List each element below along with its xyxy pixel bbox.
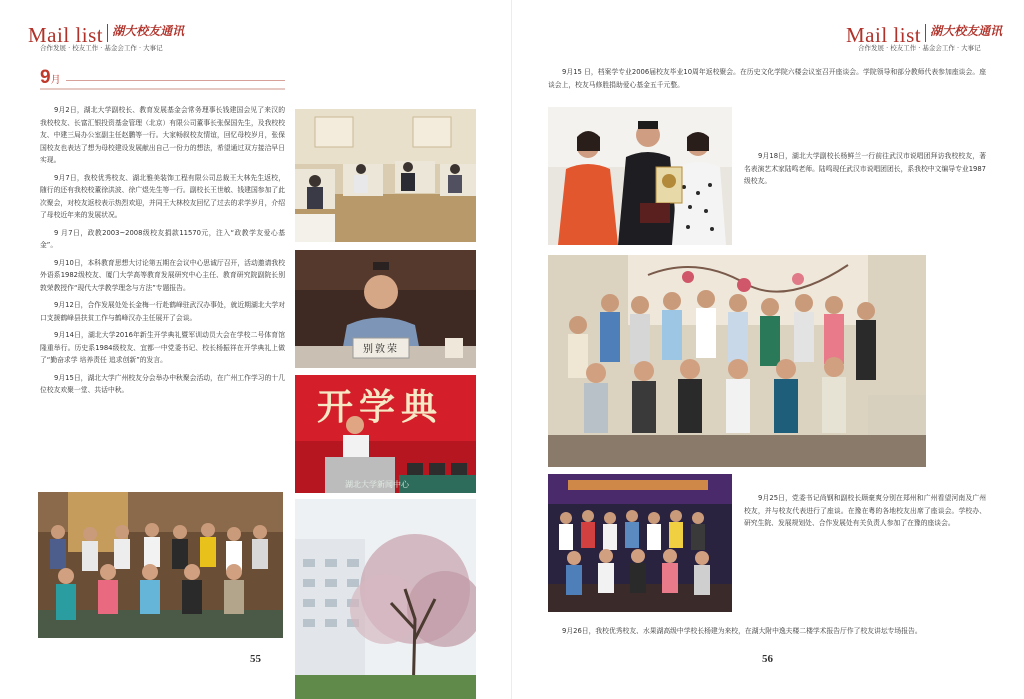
masthead-tagline: 合作发展 · 校友工作 · 基金会工作 · 大事记 <box>40 44 163 52</box>
paragraph-sept7: 9月7日，我校优秀校友、湖北雅美装饰工程有限公司总裁王大林先生返校，随行的还有我校校董徐洪波、徐广煜先生等一行。副校长王世敏、钱建国参加了此次聚会，对校友返校表示热烈欢迎，并同王大林校友回忆了过去的求学岁月，介绍了母校近年来的发展状况。 <box>40 173 285 219</box>
nameplate: 别敦荣 <box>363 344 399 355</box>
paragraph-sept10: 9月10日，本科教育思想大讨论第五期在会议中心思诚厅召开，活动邀请我校外语系1982级校友、厦门大学高等教育发展研究中心主任、教育研究院副院长别敦荣教授作“现代大学教学理念与方法”专题报告。 <box>40 258 285 292</box>
masthead-divider-right <box>925 24 926 42</box>
photo-ceremony <box>295 375 476 493</box>
masthead-brand: Mail list <box>28 23 104 47</box>
left-article <box>40 104 285 402</box>
masthead-tagline-right: 合作发展 · 校友工作 · 基金会工作 · 大事记 <box>858 44 981 52</box>
masthead-divider <box>107 24 108 42</box>
paragraph-sept15-archives <box>548 66 986 96</box>
masthead-brand-right: Mail list <box>846 23 922 47</box>
paragraph-sept14: 9月14日，湖北大学2016年新生开学典礼暨军训动员大会在学校二号体育馆隆重举行。历史系1984级校友、宜都一中党委书记、校长杨振祥在开学典礼上做了“勤奋求学 培养责任 追求创新”的发言。 <box>40 331 285 364</box>
month-heading <box>40 68 285 86</box>
paragraph-sept15: 9月15日，湖北大学广州校友分会举办中秋聚会活动，在广州工作学习的十几位校友欢聚一堂、共话中秋。 <box>40 373 285 394</box>
paragraph-sept12: 9月12日，合作发展处处长金梅一行赴鹤峰驻武汉办事处，就近期湖北大学对口支援鹤峰县扶贫工作与鹤峰汉办主任展开了会谈。 <box>40 301 285 322</box>
ceremony-banner: 开学典 <box>317 386 444 428</box>
month-unit: 月 <box>50 75 61 86</box>
news-watermark: 湖北大学新闻中心 <box>345 480 409 489</box>
henan-group-image <box>548 255 926 467</box>
masthead-left <box>28 24 184 54</box>
meeting-room-image <box>295 109 476 242</box>
paragraph-sept18 <box>744 150 986 193</box>
photo-campus-tree <box>295 499 476 699</box>
paragraph-sept25 <box>744 492 986 535</box>
month-bar <box>40 88 285 90</box>
masthead-calligraphy-right: 湖大校友通讯 <box>930 24 1003 38</box>
photo-meeting-room <box>295 109 476 242</box>
guangzhou-group-image <box>38 492 283 638</box>
photo-speaker <box>295 250 476 368</box>
page-number-right: 56 <box>762 653 773 665</box>
page-number-left: 55 <box>250 653 261 665</box>
month-number: 9 <box>40 67 51 88</box>
guangzhou-night-group-image <box>548 474 732 612</box>
paragraph-sept15-archives-text: 9月15 日，档案学专业2006届校友毕业10周年返校聚会。在历史文化学院六楼会议室召开座谈会。学院领导和部分教师代表参加座谈会。座谈会上，校友马修胜捐助爱心基金五千元整。 <box>548 68 986 89</box>
photo-guangzhou-group <box>38 492 283 638</box>
paragraph-sept2: 9月2日，湖北大学副校长、教育发展基金会常务理事长钱建国会见了来汉的我校校友、长富汇银投资基金管理（北京）有限公司董事长张保国先生，及我校校友、中建三局办公室副主任赵鹏等一行。大家畅叙校友情谊，回忆母校岁月，张保国校友也表达了想为母校建设发展献出自己一份力的想法，希望通过双方接洽早日实现。 <box>40 106 285 164</box>
paragraph-sept26-text: 9月26日，我校优秀校友、水果湖高级中学校长杨建为来校，在湖大附中逸夫楼二楼学术报告厅作了校友讲坛专场报告。 <box>562 627 922 635</box>
photo-henan-group <box>548 255 926 467</box>
paragraph-sept7-donation: 9 月7日，政教2003~2008级校友捐款11570元，注入“政教学友爱心基金”。 <box>40 228 285 249</box>
photo-guangzhou-night-group <box>548 474 732 612</box>
masthead-right <box>846 24 1002 54</box>
paragraph-sept26 <box>548 625 986 643</box>
paragraph-sept18-text: 9月18日，湖北大学副校长杨鲜兰一行前往武汉市说唱团拜访我校校友，著名表演艺术家陆鸣老师。陆鸣现任武汉市说唱团团长，系我校中文编导专业1987级校友。 <box>744 152 986 185</box>
masthead-calligraphy: 湖大校友通讯 <box>112 24 185 38</box>
campus-tree-image <box>295 499 476 699</box>
right-page <box>512 0 1024 699</box>
paragraph-sept25-text: 9月25日，党委书记尚钢和副校长顾豪爽分别在郑州和广州看望河南及广州校友，并与校友代表进行了座谈。在豫在粤的各地校友出席了座谈会。学校办、研究生院、发展规划处、合作发展处有关负责人参加了在豫的座谈会。 <box>744 494 986 527</box>
month-rule <box>66 80 285 81</box>
award-presentation-image <box>548 107 732 245</box>
photo-award-presentation <box>548 107 732 245</box>
